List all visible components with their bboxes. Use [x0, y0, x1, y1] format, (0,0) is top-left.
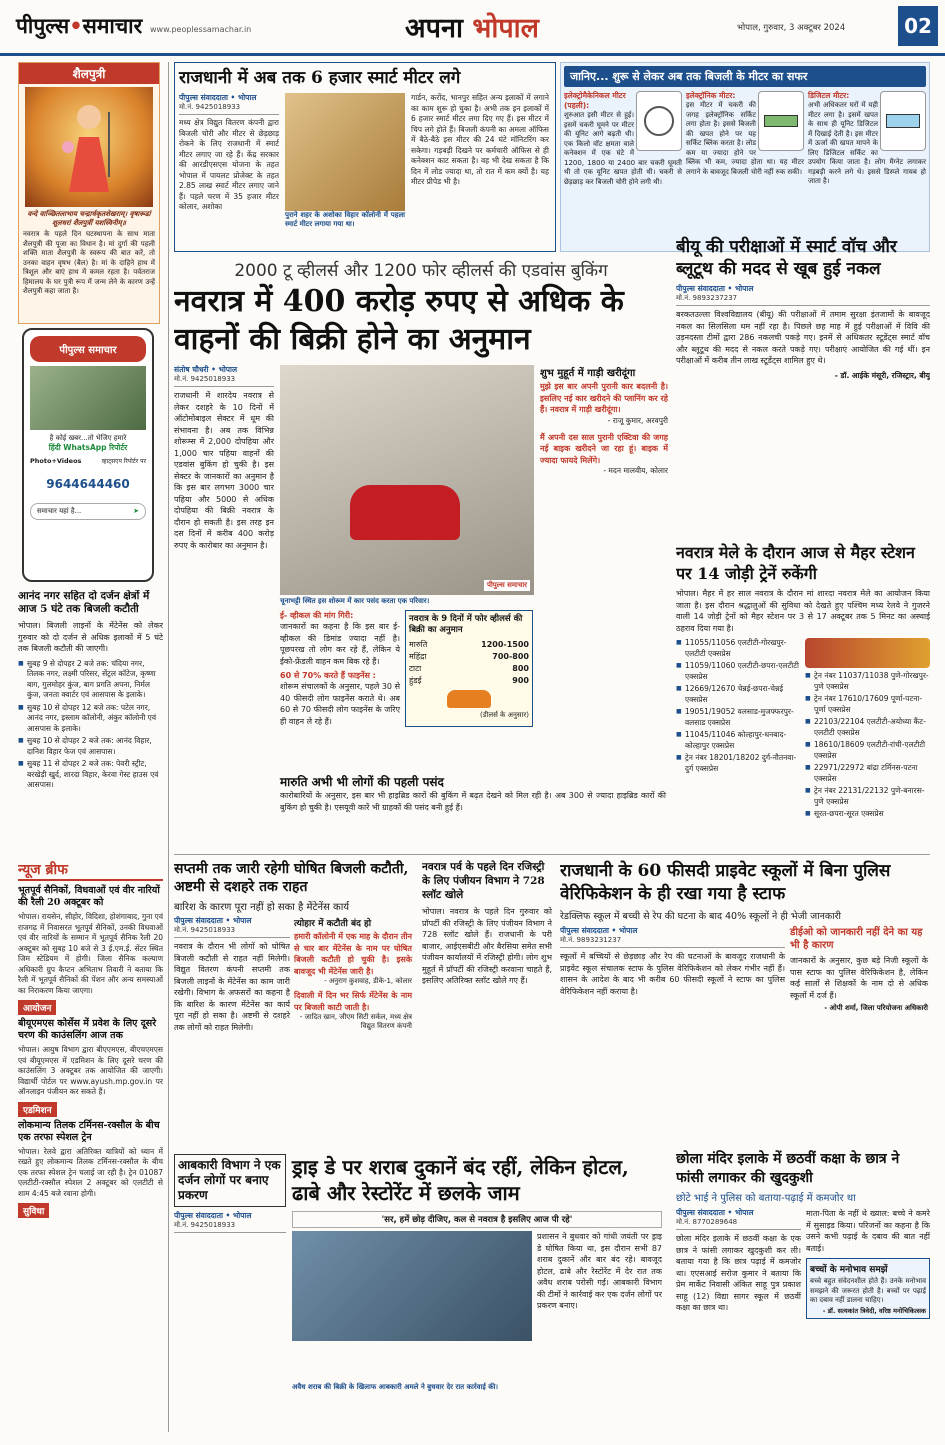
whatsapp-number[interactable]: 9644644460 — [46, 477, 130, 491]
electricity-cut-text: नवरात्र के दौरान भी लोगों को घोषित बिजली कटौती से राहत नहीं मिलेगी। विद्युत वितरण कंपनी सप्तमी तक बिजली लाइनों के मेंटेनेंस का काम जारी रखेगी। विभाग के अफसरों का कहना है कि बारिश के कारण मेंटेनेंस का कार्य पूरा नहीं हो सका है। अष्टमी से दशहरे तक लोगों को राहत मिलेगी। — [174, 942, 290, 1032]
quote-1-author: - राजू कुमार, अरवपुरी — [607, 415, 668, 425]
byline-text: पीपुल्स संवाददाता • भोपाल — [560, 926, 638, 935]
excise-headline: ड्राइ डे पर शराब दुकानें बंद रहीं, लेकिन होटल, ढाबे और रेस्टोरेंट में छलके जाम — [292, 1155, 629, 1205]
bu-exam-headline: बीयू की परीक्षाओं में स्मार्ट वॉच और ब्लूटूथ की मदद से खूब हुई नकल — [676, 237, 897, 279]
byline-text: पीपुल्स संवाददाता • भोपाल — [174, 1211, 252, 1220]
train-lists — [676, 638, 930, 822]
maihar-text: भोपाल। मैहर में हर साल नवरात्र के दौरान मां शारदा नवरात्र मेले का आयोजन किया जाता है। इस दौरान श्रद्धालुओं की सुविधा को देखते हुए पश्चिम मध्य रेलवे ने गुजरने वाली 14 जोड़ी ट्रेनों को मैहर स्टेशन पर 3 से 17 अक्टूबर तक 5 मिनट का अस्थाई ठहराव दिया गया है। — [676, 589, 930, 633]
vehicle-kicker: 2000 टू व्हीलर्स और 1200 फोर व्हीलर्स की एडवांस बुकिंग — [234, 261, 608, 281]
power-cut-intro: भोपाल। बिजली लाइनों के मेंटेनेंस को लेकर गुरुवार को दो दर्जन से अधिक इलाकों में 5 घंटे तक बिजली कटौती की जाएगी। — [18, 621, 163, 653]
train-item: ■ 11055/11056 एलटीटी-गोरखपुर-एलटीटी एक्सप्रेस — [676, 638, 801, 659]
section-word: अपना — [405, 13, 463, 44]
meter-1-title: इलेक्ट्रोमैकेनिकल मीटर (पहली): — [564, 91, 626, 110]
finance-head: 60 से 70% करते हैं फाइनेंस : — [280, 671, 376, 680]
chhola-suicide-story — [676, 1150, 930, 1435]
website-url[interactable]: www.peoplessamachar.in — [150, 25, 252, 34]
brief-2-headline: बीयूएमएस कोर्सेस में प्रवेश के लिए दूसरे चरण की काउंसलिंग आज तक — [18, 1018, 157, 1041]
registration-text: भोपाल। नवरात्र के पहले दिन गुरुवार को प्रॉपर्टी की रजिस्ट्री के लिए पंजीयन विभाग ने 728 स्लॉट खोले हैं। राजधानी के परी बाजार, आईएसबीटी और बैरसिया समेत सभी पंजीयन कार्यालयों में रजिस्ट्री होगी। लोग शुभ मुहूर्त में प्रॉपर्टी की रजिस्ट्री करवाना चाहते हैं, इसलिए अतिरिक्त स्लॉट खोले गए हैं। — [422, 907, 552, 985]
excise-text: प्रशासन ने बुधवार को गांधी जयंती पर ड्राइ डे घोषित किया था, इस दौरान सभी 87 शराब दुकानें और बार बंद रहे। बावजूद होटल, ढाबे और रेस्टोरेंट में देर रात तक अवैध शराब परोसी गई। आबकारी विभाग की टीमों ने कार्रवाई कर एक दर्जन लोगों पर प्रकरण बनाए। — [537, 1232, 662, 1310]
ad-footer — [30, 503, 146, 520]
psychology-box — [806, 1258, 930, 1319]
smart-meter-col3 — [411, 93, 549, 252]
power-cut-item: ■ सुबह 10 से दोपहर 12 बजे तक: पटेल नगर, आनंद नगर, इस्लाम कॉलोनी, अंकुर कॉलोनी एवं आसपास के इलाके। — [18, 703, 163, 735]
sales-estimate-table — [405, 610, 533, 727]
brief-tag-admission: एडमिशन — [18, 1102, 57, 1117]
excise-photo-row — [292, 1231, 662, 1381]
quote-2-author: - मदन मालवीय, कोलार — [603, 466, 668, 475]
byline — [560, 926, 785, 948]
train-engine-image — [805, 638, 930, 668]
chhola-headline: छोला मंदिर इलाके में छठवीं कक्षा के छात्र ने फांसी लगाकर की खुदकुशी — [676, 1151, 900, 1186]
logo-main: पीपुल्स — [16, 14, 70, 38]
chhola-subhead: छोटे भाई ने पुलिस को बताया-पढ़ाई में कमजोर था — [676, 1193, 856, 1204]
ad-labels — [24, 453, 152, 469]
excise-caption: अवैध शराब की बिक्री के खिलाफ आबकारी अमले ने बुधवार देर रात कार्रवाई की। — [292, 1383, 499, 1391]
electromechanical-meter-icon — [636, 91, 682, 151]
vehicle-center-cols — [280, 610, 534, 727]
car-icon — [447, 690, 491, 708]
sales-value: 700-800 — [492, 652, 529, 661]
maruti-text: कारोबारियों के अनुसार, इस बार भी हाइब्रिड कारों की बुकिंग में बढ़त देखने को मिल रही है। अब 300 से ज्यादा हाइब्रिड कारों की बुकिंग हो चुकी है। एसयूवी कारें भी ग्राहकों की पसंद बनी हुई हैं। — [280, 791, 666, 812]
brand-label: टाटा — [409, 664, 422, 673]
power-cut-item: ■ सुबह 10 से दोपहर 2 बजे तक: आनंद विहार, दानिश विहार फेज एवं आसपास। — [18, 736, 163, 757]
school-headline: राजधानी के 60 फीसदी प्राइवेट स्कूलों में बिना पुलिस वेरिफिकेशन के ही रखा गया है स्टाफ — [560, 861, 891, 904]
byline-phone: मो.नं. 9425018933 — [174, 926, 236, 934]
train-item: ■ 22103/22104 एलटीटी-अयोध्या कैंट-एलटीटी एक्सप्रेस — [805, 717, 930, 738]
train-item: ■ 19051/19052 वलसाड-मुजफ्फरपुर-वलसाड एक्सप्रेस — [676, 707, 801, 728]
byline-phone: मो.नं. 9893237237 — [676, 294, 738, 302]
byline — [676, 284, 930, 306]
brief-3-text: भोपाल। रेलवे द्वारा अतिरिक्त यात्रियों को ध्यान में रखते हुए लोकमान्य तिलक टर्मिनस-रक्सौल के बीच एक तरफा स्पेशल ट्रेन चलाई जा रही है। ट्रेन 01087 एलटीटी-रक्सौल स्पेशल 2 अक्टूबर को एलटीटी से शाम 4:45 बजे रवाना होगी। — [18, 1146, 163, 1198]
smart-meter-body — [179, 93, 551, 252]
psychology-box-title: बच्चों के मनोभाव समझें — [810, 1265, 888, 1275]
meter-types — [564, 91, 926, 187]
table-note: (डीलर्स के अनुसार) — [480, 711, 529, 719]
vehicle-col1 — [174, 365, 274, 820]
train-item: ■ ट्रेन नंबर 18201/18202 दुर्ग-नौतनवा-दुर्ग एक्सप्रेस — [676, 753, 801, 774]
issue-date: भोपाल, गुरुवार, 3 अक्टूबर 2024 — [737, 23, 846, 33]
excise-col1 — [174, 1211, 286, 1392]
electricity-cut-subhead: बारिश के कारण पूरा नहीं हो सका है मेंटेनेंस कार्य — [174, 902, 350, 913]
byline — [676, 1208, 801, 1230]
train-right-col — [805, 638, 930, 822]
finance-text: शोरूम संचालकों के अनुसार, पहले 30 से 40 फीसदी लोग फाइनेंस कराते थे। अब 60 से 70 फीसदी लोग फाइनेंस के जरिए ही वाहन ले रहे हैं। — [280, 682, 400, 726]
section-title — [405, 8, 539, 45]
photo-credit: पीपुल्स समाचार — [484, 580, 530, 591]
electricity-side-quote2: दिवाली में दिन भर सिर्फ मेंटेनेंस के नाम पर बिजली काटी जाती है। — [294, 991, 412, 1012]
news-brief-title: न्यूज ब्रीफ — [18, 860, 163, 881]
chhola-body — [676, 1208, 930, 1319]
power-cut-list — [18, 659, 163, 791]
brief-tag-event: आयोजन — [18, 1000, 56, 1015]
ev-column — [280, 610, 400, 727]
ad-brand: पीपुल्स समाचार — [30, 336, 146, 362]
section-divider — [174, 854, 930, 855]
ad-photo — [30, 366, 146, 430]
table-row — [409, 663, 529, 675]
brief-1-text: भोपाल। रायसेन, सीहोर, विदिशा, होशंगाबाद, गुना एवं राजगढ़ में निवासरत भूतपूर्व सैनिकों, उनकी विधवाओं एवं वीर नारियों के सम्मान में भूतपूर्व सैनिक रैली 20 अक्टूबर को सुबह 10 बजे से 3 ई.एम.ई. सेंटर स्थित जिम स्टेडियम में होगी। जिला सैनिक कल्याण अधिकारी ग्रुप कैप्टन अभिताभ तिवारी ने बताया कि रैली में भूतपूर्व सैनिकों की पेंशन और अन्य समस्याओं का निराकरण किया जाएगा। — [18, 912, 163, 995]
brief-1-headline: भूतपूर्व सैनिकों, विधवाओं एवं वीर नारियों की रैली 20 अक्टूबर को — [18, 885, 160, 908]
chhola-text: छोला मंदिर इलाके में छठवीं कक्षा के एक छात्र ने फांसी लगाकर खुदकुशी कर ली। बताया गया है कि छात्र पढ़ाई में कमजोर था। एएसआई सरोज कुमार ने बताया कि प्रेम मार्केट निवासी अंकित साहू पुत्र प्रकाश साहू (12) विद्या सागर स्कूल में छठवीं कक्षा का छात्र था। — [676, 1234, 801, 1312]
quote-subhead: शुभ मुहूर्त में गाड़ी खरीदूंगा — [540, 368, 636, 379]
vehicle-text1: राजधानी में शारदेय नवरात्र से लेकर दशहरे के 10 दिनों में ऑटोमोबाइल सेक्टर में धूम की संभावना है। अब तक विभिन्न शोरूम्स में 2,000 दोपहिया और 1,000 चार पहिया वाहनों की एडवांस बुकिंग हो चुकी है। इस सेक्टर के जानकारों का अनुमान है कि इस बार लगभग 3000 चार पहिया और 5000 से अधिक दोपहिया की बिक्री नवरात्र के दौरान हो सकती है। इस तरह इन दस दिनों में करीब 400 करोड़ रुपए के कारोबार का अनुमान है। — [174, 391, 274, 550]
byline — [179, 93, 279, 115]
meter-2-text: इस मीटर में चकरी की जगह इलेक्ट्रॉनिक सर्किट लगा होता है। इससे बिजली की खपत होने पर यह सर्किट ब्लिंक करता है। लोड कम या ज्यादा होने पर ब्लिंक भी कम, ज्यादा होता था। यह मीटर लगाने के बावजूद बिजली चोरी नहीं रुक सकी। — [686, 101, 804, 176]
meter-type-1 — [564, 91, 682, 187]
train-item: ■ ट्रेन नंबर 11037/11038 पुणे-गोरखपुर-पुणे एक्सप्रेस — [805, 671, 930, 692]
school-side — [790, 926, 928, 1013]
ad-line1: है कोई खबर...तो भेजिए हमारे — [49, 434, 127, 442]
logo-tail: समाचार — [82, 14, 143, 38]
byline-text: पीपुल्स संवाददाता • भोपाल — [179, 93, 257, 102]
school-side-author: - ओपी शर्मा, जिला परियोजना अधिकारी — [824, 1004, 928, 1012]
maihar-trains-story — [676, 542, 930, 847]
quote-2: मैं अपनी दस साल पुरानी एक्टिवा की जगह नई बाइक खरीदने जा रहा हूं। बाइक में ज्यादा फायदे मिलेंगे। — [540, 432, 668, 465]
train-item: ■ ट्रेन नंबर 17610/17609 पूर्णा-पटना-पूर्णा एक्सप्रेस — [805, 694, 930, 715]
brief-3-headline: लोकमान्य तिलक टर्मिनस-रक्सौल के बीच एक तरफा स्पेशल ट्रेन — [18, 1119, 160, 1143]
byline-phone: मो.नं. 9893231237 — [560, 936, 622, 944]
shailputri-box — [18, 62, 160, 324]
excise-body — [174, 1211, 664, 1392]
sales-value: 1200-1500 — [481, 640, 529, 649]
smart-meter-text1: मध्य क्षेत्र विद्युत वितरण कंपनी द्वारा बिजली चोरी और मीटर से छेड़छाड़ रोकने के लिए राजधानी में स्मार्ट मीटर लगाए जा रहे हैं। केंद्र सरकार की आरडीएसएस योजना के तहत भोपाल में पायलट प्रोजेक्ट के तहत 2.85 लाख स्मार्ट मीटर लगाए जाने हैं। पहले चरण में 35 हजार मीटर कोलार, अशोका — [179, 118, 279, 211]
electricity-side-author: - अनुराग कुशवाह, डीके-1, कोलार — [324, 977, 412, 985]
electricity-cut-side — [294, 916, 412, 1033]
excise-header — [174, 1154, 664, 1207]
maruti-headline: मारुति अभी भी लोगों की पहली पसंद — [280, 775, 444, 789]
train-item: ■ 18610/18609 एलटीटी-रांची-एलटीटी एक्सप्रेस — [805, 740, 930, 761]
electricity-cut-body — [174, 916, 414, 1033]
meter-2-title: इलेक्ट्रॉनिक मीटर: — [686, 91, 736, 100]
byline-phone: मो.नं. 9425018933 — [179, 103, 241, 111]
smart-meter-caption: पुराने शहर के अशोका विहार कॉलोनी में पहला स्मार्ट मीटर लगाया गया था। — [285, 211, 405, 228]
ad-line2: हिंदी WhatsApp रिपोर्टर — [48, 443, 128, 452]
goddess-image — [25, 87, 153, 207]
meter-3-title: डिजिटल मीटर: — [808, 91, 850, 100]
excise-side — [537, 1231, 662, 1381]
byline-text: पीपुल्स संवाददाता • भोपाल — [174, 916, 252, 925]
electricity-side-quote: हमारी कॉलोनी में एक माह के दौरान तीन से चार बार मेंटेनेंस के नाम पर घोषित बिजली कटौती हो चुकी है। इसके बावजूद भी मेंटेनेंस जारी है। — [294, 932, 412, 976]
ad-reporter-label: व्हाट्सएप रिपोर्टर पर — [101, 458, 146, 465]
bu-exam-text: बरकतउल्ला विश्वविद्यालय (बीयू) की परीक्षाओं में तमाम सुरक्षा इंतजामों के बावजूद नकल का सिलसिला थम नहीं रहा है। पिछले छह माह में हुई परीक्षाओं में विवि की उड़नदस्ता टीमों द्वारा 286 नकलची पकड़े गए। इनमें से अधिकतर स्टूडेंट्स स्मार्ट वॉच और ब्लूटूथ की मदद से नकल करते पकड़े गए। परीक्षाएं आयोजित की गई थीं। इन परीक्षाओं में करीब तीन लाख स्टूडेंट्स शामिल हुए थे। — [676, 310, 930, 365]
smart-meter-photo — [285, 93, 405, 211]
power-cut-item: ■ सुबह 11 से दोपहर 2 बजे तक: पेवरी स्ट्रीट, बरखेड़ी खुर्द, शारदा विहार, केरवा गेस्ट हाउस एवं आसपास। — [18, 759, 163, 791]
table-row — [409, 639, 529, 651]
electricity-cut-headline: सप्तमी तक जारी रहेगी घोषित बिजली कटौती, अष्टमी से दशहरे तक राहत — [174, 861, 409, 895]
smart-meter-photo-col — [285, 93, 405, 252]
send-icon: ➤ — [133, 507, 139, 515]
shailputri-text: नवरात्र के पहले दिन घटस्थापना के साथ माता शैलपुत्री की पूजा का विधान है। मां दुर्गा की पहली शक्ति माता शैलपुत्री के स्वरूप की बात करें, तो उनका वाहन वृषभ (बैल) है। मां के दाहिने हाथ में त्रिशूल और बाएं हाथ में कमल रहता है। पर्वतराज हिमालय के घर पुत्री रूप में जन्म लेने के कारण उन्हें शैलपुत्री कहा जाता है। — [23, 230, 155, 295]
ev-text: जानकारों का कहना है कि इस बार ई-व्हीकल की डिमांड ज्यादा नहीं है। पूछपरख तो लोग कर रहे हैं, लेकिन ये ईको-फ्रेंडली वाहन कम बिक रहे हैं। — [280, 622, 400, 666]
byline-text: पीपुल्स संवाददाता • भोपाल — [676, 1208, 754, 1217]
whatsapp-ad[interactable] — [22, 328, 154, 582]
vehicle-body — [174, 365, 668, 820]
shailputri-mantra: वन्दे वाञ्छितलाभाय चन्द्रार्धकृतशेखराम्। वृषारूढां शूलधरां शैलपुत्रीं यशस्विनीम्॥ — [27, 210, 151, 227]
smart-meter-headline: राजधानी में अब तक 6 हजार स्मार्ट मीटर लगे — [179, 68, 461, 88]
excise-story — [174, 1154, 664, 1434]
ad-photo-label: Photo+Videos — [30, 457, 82, 465]
table-title: नवरात्र के 9 दिनों में फोर व्हीलर्स की बिक्री का अनुमान — [409, 614, 523, 635]
chhola-side — [806, 1208, 930, 1319]
psychology-box-author: - डॉ. सत्यकांत त्रिवेदी, वरिष्ठ मनोचिकित्सक — [822, 1306, 926, 1315]
meter-3-text: अभी अधिकतर घरों में यही मीटर लगा है। इसमें खपत के साथ ही यूनिट डिजिटल में दिखाई देती है। इस मीटर में ऊर्जा की खपत मापने के लिए डिजिटल सर्किट का उपयोग किया जाता है। लोग मैग्नेट लगाकर गड़बड़ी करने लगे थे। इससे डिस्प्ले गायब हो जाता है। — [808, 101, 926, 185]
vehicle-headline: नवरात्र में 400 करोड़ रुपए से अधिक के वाहनों की बिक्री होने का अनुमान — [174, 284, 624, 357]
train-list-left — [676, 638, 801, 822]
vehicle-sales-story — [174, 258, 668, 848]
sales-value: 800 — [512, 664, 529, 673]
digital-meter-icon — [880, 91, 926, 151]
school-body — [560, 926, 930, 1013]
electricity-side-author2: - जादित खान, जीएम सिटी सर्कल, मध्य क्षेत्र विद्युत वितरण कंपनी — [299, 1013, 412, 1030]
byline-phone: मो.नं. 8770289648 — [676, 1218, 738, 1226]
psychology-box-text: बच्चे बहुत संवेदनशील होते हैं। उनके मनोभाव समझने की जरूरत होती है। बच्चों पर पढ़ाई का दबाव नहीं डालना चाहिए। — [810, 1277, 926, 1304]
brand-label: मारुति — [409, 640, 428, 649]
electricity-side-head: त्योहार में कटौती बंद हो — [294, 919, 372, 929]
column-divider — [168, 62, 169, 1432]
excise-box-headline: आबकारी विभाग ने एक दर्जन लोगों पर बनाए प्रकरण — [174, 1154, 286, 1207]
red-car-illustration — [350, 485, 460, 540]
brief-tag-facility: सुविधा — [18, 1203, 49, 1218]
brand-label: महिंद्रा — [409, 652, 427, 661]
logo-separator: • — [69, 14, 83, 38]
train-item: ■ ट्रेन नंबर 22131/22132 पुणे-बनारस-पुणे एक्सप्रेस — [805, 786, 930, 807]
shailputri-title: शैलपुत्री — [19, 63, 159, 84]
school-side-head: डीईओ को जानकारी नहीं देने का यह भी है कारण — [790, 927, 923, 951]
excise-raid-photo — [292, 1231, 532, 1341]
ad-footer-text: समाचार यहां है... — [37, 507, 82, 515]
bu-exam-story — [676, 236, 930, 536]
byline-text: संतोष चौधरी • भोपाल — [174, 365, 238, 374]
byline — [174, 365, 274, 387]
school-side-text: जानकारों के अनुसार, कुछ बड़े निजी स्कूलों के पास स्टाफ का पुलिस वेरिफिकेशन है, लेकिन कई सालों से शिक्षकों के नाम दो से अधिक स्कूलों में दर्ज हैं। — [790, 956, 928, 1000]
sales-value: 900 — [512, 676, 529, 685]
train-item: ■ सूरत-छपरा-सूरत एक्सप्रेस — [805, 809, 930, 820]
electronic-meter-icon — [758, 91, 804, 151]
registration-story — [422, 860, 552, 1150]
electricity-cut-main — [174, 916, 290, 1033]
car-showroom-photo — [280, 365, 534, 595]
vehicle-center — [280, 365, 534, 820]
byline-phone: मो.नं. 9425018933 — [174, 1221, 236, 1229]
news-brief — [18, 860, 163, 1430]
byline — [174, 916, 290, 938]
maihar-headline: नवरात्र मेले के दौरान आज से मैहर स्टेशन पर 14 जोड़ी ट्रेनें रुकेंगी — [676, 543, 915, 583]
brand-label: हुंडई — [409, 676, 422, 685]
meter-type-2 — [686, 91, 804, 187]
car-photo-caption: चूनाभट्टी स्थित इस शोरूम में कार पसंद करता एक परिवार। — [280, 597, 430, 605]
smart-meter-col1 — [179, 93, 279, 252]
train-item: ■ 12669/12670 चेन्नई-छपरा-चेन्नई एक्सप्रेस — [676, 684, 801, 705]
page-number: 02 — [898, 6, 938, 46]
quote-1: मुझे इस बार अपनी पुरानी कार बदलनी है। इसलिए नई कार खरीदने की प्लानिंग कर रहे हैं। नवरात्र में गाड़ी खरीदूंगा। — [540, 382, 668, 414]
chhola-side-text: माता-पिता के नहीं थे ख्याल: बच्चे ने कमरे में सुसाइड किया। परिजनों का कहना है कि उसने कभी पढ़ाई के दबाव की बात नहीं बताई। — [806, 1209, 930, 1253]
excise-quote: 'सर, हमें छोड़ दीजिए, कल से नवरात्र है इसलिए आज पी रहे' — [292, 1211, 662, 1228]
ev-head: ई- व्हीकल की मांग गिरी: — [280, 611, 354, 620]
goddess-icon — [54, 97, 124, 197]
train-item: ■ 11045/11046 कोल्हापुर-धनबाद-कोल्हापुर एक्सप्रेस — [676, 730, 801, 751]
power-cut-story — [18, 590, 163, 855]
bu-exam-quote-author: - डॉ. आईके मंसूरी, रजिस्ट्रार, बीयू — [834, 370, 930, 380]
school-subhead: रेडक्लिफ स्कूल में बच्ची से रेप की घटना के बाद 40% स्कूलों ने ही भेजी जानकारी — [560, 911, 841, 922]
school-main — [560, 926, 785, 1013]
byline — [174, 1211, 286, 1233]
brief-2-text: भोपाल। आयुष विभाग द्वारा बीएएमएस, बीएचएमएस एवं बीयूएमएस में एडमिशन के लिए दूसरे चरण की काउंसलिंग 3 अक्टूबर तक आयोजित की जाएगी। विद्यार्थी पोर्टल पर www.ayush.mp.gov.in पर ऑनलाइन पंजीयन कर सकते हैं। — [18, 1045, 163, 1096]
vehicle-quotes — [540, 365, 668, 820]
newspaper-logo[interactable] — [16, 12, 142, 40]
power-cut-headline: आनंद नगर सहित दो दर्जन क्षेत्रों में आज 5 घंटे तक बिजली कटौती — [18, 590, 150, 615]
meter-history — [560, 62, 930, 252]
power-cut-item: ■ सुबह 9 से दोपहर 2 बजे तक: चंदिया नगर, तिलक नगर, लक्ष्मी परिसर, सेंट्रल कॉटेज, कृष्णा बाग, गुलमोहर कुंज, बाग प्रगति अपना, निर्मल कुंज, जनता क्वार्टर एवं आसपास के इलाके। — [18, 659, 163, 701]
electricity-cut-story — [174, 860, 414, 1150]
byline-text: पीपुल्स संवाददाता • भोपाल — [676, 284, 754, 293]
train-item: ■ 11059/11060 एलटीटी-छपरा-एलटीटी एक्सप्रेस — [676, 661, 801, 682]
table-row — [409, 651, 529, 663]
byline-phone: मो.नं. 9425018933 — [174, 375, 236, 383]
meter-type-3 — [808, 91, 926, 187]
meter-1-text: शुरुआत इसी मीटर से हुई। इसमें चकरी घूमने पर मीटर की यूनिट आगे बढ़ती थी। एक किलो वॉट क्षमता वाले कनेक्शन में एक घंटे में 1200, 1800 या 2400 बार चकरी घूमती थी तो एक यूनिट खपत होती थी। चकरी से छेड़छाड़ कर बिजली चोरी होने लगी थी। — [564, 111, 682, 186]
train-list-right — [805, 671, 930, 820]
smart-meter-text2: गार्डन, करोंद, भानपुर सहित अन्य इलाकों में लगाने का काम शुरू हो चुका है। अभी तक इन इलाकों में 6 हजार स्मार्ट मीटर लगा दिए गए हैं। इस मीटर में चिप लगे होते हैं। बिजली कंपनी का अमला ऑफिस में बैठे-बैठे इस मीटर की 24 घंटे मॉनिटरिंग कर सकेगा। गड़बड़ी दिखने पर कर्मचारी ऑफिस से ही कनेक्शन काट सकता है। वह भी देख सकता है कि दिन में लोड ज्यादा था, तो रात में कम क्यों है। यह मीटर प्रीपेड भी है। — [411, 93, 549, 186]
school-text: स्कूलों में बच्चियों से छेड़छाड़ और रेप की घटनाओं के बावजूद राजधानी के प्राइवेट स्कूल संचालक स्टाफ के पुलिस वेरिफिकेशन को लेकर गंभीर नहीं हैं। शासन के आदेश के बाद भी करीब 60 फीसदी स्कूलों ने स्टाफ का पुलिस वेरिफिकेशन नहीं कराया है। — [560, 952, 785, 996]
train-item: ■ 22971/22972 बांद्रा टर्मिनस-पटना एक्सप्रेस — [805, 763, 930, 784]
section-city: भोपाल — [472, 13, 539, 44]
table-row — [409, 675, 529, 687]
chhola-main — [676, 1208, 801, 1319]
smart-meter-story — [174, 62, 556, 252]
excise-right — [292, 1211, 662, 1392]
registration-headline: नवरात्र पर्व के पहले दिन रजिस्ट्री के लिए पंजीयन विभाग ने 728 स्लॉट खोले — [422, 861, 545, 901]
school-verification-story — [560, 860, 930, 1142]
masthead — [0, 0, 945, 56]
meter-history-title: जानिए... शुरू से लेकर अब तक बिजली के मीटर का सफर — [564, 66, 926, 87]
